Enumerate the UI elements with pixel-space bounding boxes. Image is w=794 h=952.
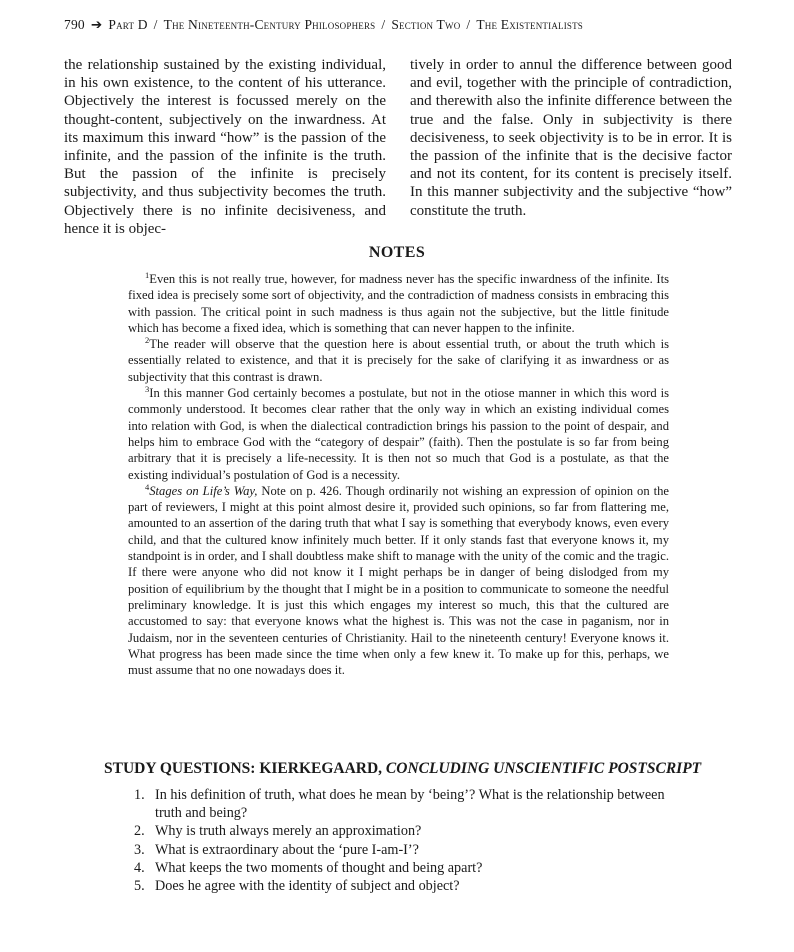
running-head-book: The Nineteenth-Century Philosophers — [163, 17, 376, 32]
study-heading-title: CONCLUDING UNSCIENTIFIC POSTSCRIPT — [385, 760, 702, 777]
notes-heading: NOTES — [368, 244, 426, 261]
footnote-number: 4 — [145, 481, 150, 492]
footnote-text: Note on p. 426. Though ordinarily not wishing an expression of opinion on the part of reviewers, I might at this point almost desire it, provided such opinions, so far from flattering me, amounted to an assertion of the daring truth that what I say is something that everybody knows, even every child, and that the cultured know infinitely much better. If it only stands fast that everyone knows it, my standpoint is in order, and I shall doubtless make shift to manage with the unity of the comic and the tragic. If there were anyone who did not know it I might perhaps be in danger of being dislodged from my position of equilibrium by the thought that I might be in a position to communicate to someone the needful preliminary knowledge. It is just this which engages my interest so much, this that the cultured are accustomed to say: that everyone knows what the highest is. This was not the case in paganism, nor in Judaism, nor in the seventeen centuries of Christianity. Hail to the nineteenth century! Everyone knows it. What progress has been made since the time when only a few knew it. To make up for this, perhaps, we must assume that no one nowadays does it. — [128, 483, 669, 678]
question-number: 5. — [134, 878, 145, 895]
footnote-text: In this manner God certainly becomes a postulate, but not in the otiose manner in which this word is commonly understood. It becomes clear rather that the only way in which an existing individual comes into relation with God, is when the dialectical contradiction brings his passion to the point of despair, and helps him to embrace God with the “category of despair” (faith). Then the postulate is so far from being arbitrary that it is precisely a life-necessity. It is then not so much that God is a postulate, as that the existing individual’s postulation of God is a necessity. — [128, 386, 669, 482]
question-number: 2. — [134, 823, 145, 840]
question-number: 4. — [134, 859, 145, 876]
notes-section — [128, 271, 669, 678]
study-question — [134, 841, 679, 859]
running-head-section: Section Two — [391, 17, 461, 32]
study-question — [134, 786, 679, 822]
study-question — [134, 877, 679, 895]
running-head-chapter: The Existentialists — [476, 17, 584, 32]
question-text: What is extraordinary about the ‘pure I-am-I’? — [155, 841, 419, 858]
study-questions-heading — [104, 760, 704, 778]
question-text: Why is truth always merely an approximation? — [155, 823, 422, 840]
study-question — [134, 859, 679, 877]
footnote — [128, 483, 669, 679]
running-head-separator: / — [381, 17, 386, 32]
question-text: In his definition of truth, what does he mean by ‘being’? What is the relationship between truth and being? — [155, 787, 665, 822]
body-text-right: tively in order to annul the difference between good and evil, together with the principle of contradiction, and therewith also the infinite difference between the true and the false. Only in subjectivity is there decisiveness, to seek objectivity is to be in error. It is the passion of the infinite that is the decisive factor and not its content, for its content is precisely itself. In this manner subjectivity and the subjective “how” constitute the truth. — [410, 57, 732, 219]
running-head-separator: / — [466, 17, 471, 32]
footnote — [128, 336, 669, 385]
footnote-number: 3 — [145, 384, 150, 395]
question-text: Does he agree with the identity of subject and object? — [155, 878, 460, 895]
footnote-text: Even this is not really true, however, for madness never has the specific inwardness of the infinite. Its fixed idea is precisely some sort of objectivity, and the contradiction of madness consists in embracing this with passion. The critical point in such madness is thus again not the subjective, but the little finitude which has become a fixed idea, which is something that can never happen to the infinite. — [128, 272, 669, 335]
body-column-left — [64, 56, 386, 238]
running-head-separator: / — [153, 17, 158, 32]
body-text-left: the relationship sustained by the existing individual, in his own existence, to the content of his utterance. Objectively the interest is focussed merely on the thought-content, subjectively on the inwardness. At its maximum this inward “how” is the passion of the infinite, and the passion of the infinite is the truth. But the passion of the infinite is precisely subjectivity, and thus subjectivity becomes the truth. Objectively there is no infinite decisiveness, and hence it is objec- — [64, 57, 386, 237]
body-column-right — [410, 56, 732, 220]
footnote-text: The reader will observe that the question here is about essential truth, or about the truth which is essentially related to existence, and that it is precisely for the sake of clarifying it as inwardness or as subjectivity that this contrast is drawn. — [128, 337, 669, 384]
footnote — [128, 385, 669, 483]
running-head — [64, 17, 744, 33]
question-text: What keeps the two moments of thought and being apart? — [155, 859, 483, 876]
study-question — [134, 822, 679, 840]
page-number: 790 — [64, 17, 85, 32]
study-questions-list — [134, 786, 679, 895]
footnote-citation: Stages on Life’s Way, — [149, 483, 258, 498]
arrow-icon: ➔ — [90, 17, 103, 32]
question-number: 1. — [134, 787, 145, 803]
study-heading-prefix: STUDY QUESTIONS: KIERKEGAARD, — [104, 760, 386, 777]
running-head-part: Part D — [108, 17, 148, 32]
footnote-number: 2 — [145, 335, 150, 346]
footnote — [128, 271, 669, 336]
question-number: 3. — [134, 841, 145, 858]
footnote-number: 1 — [145, 270, 150, 280]
